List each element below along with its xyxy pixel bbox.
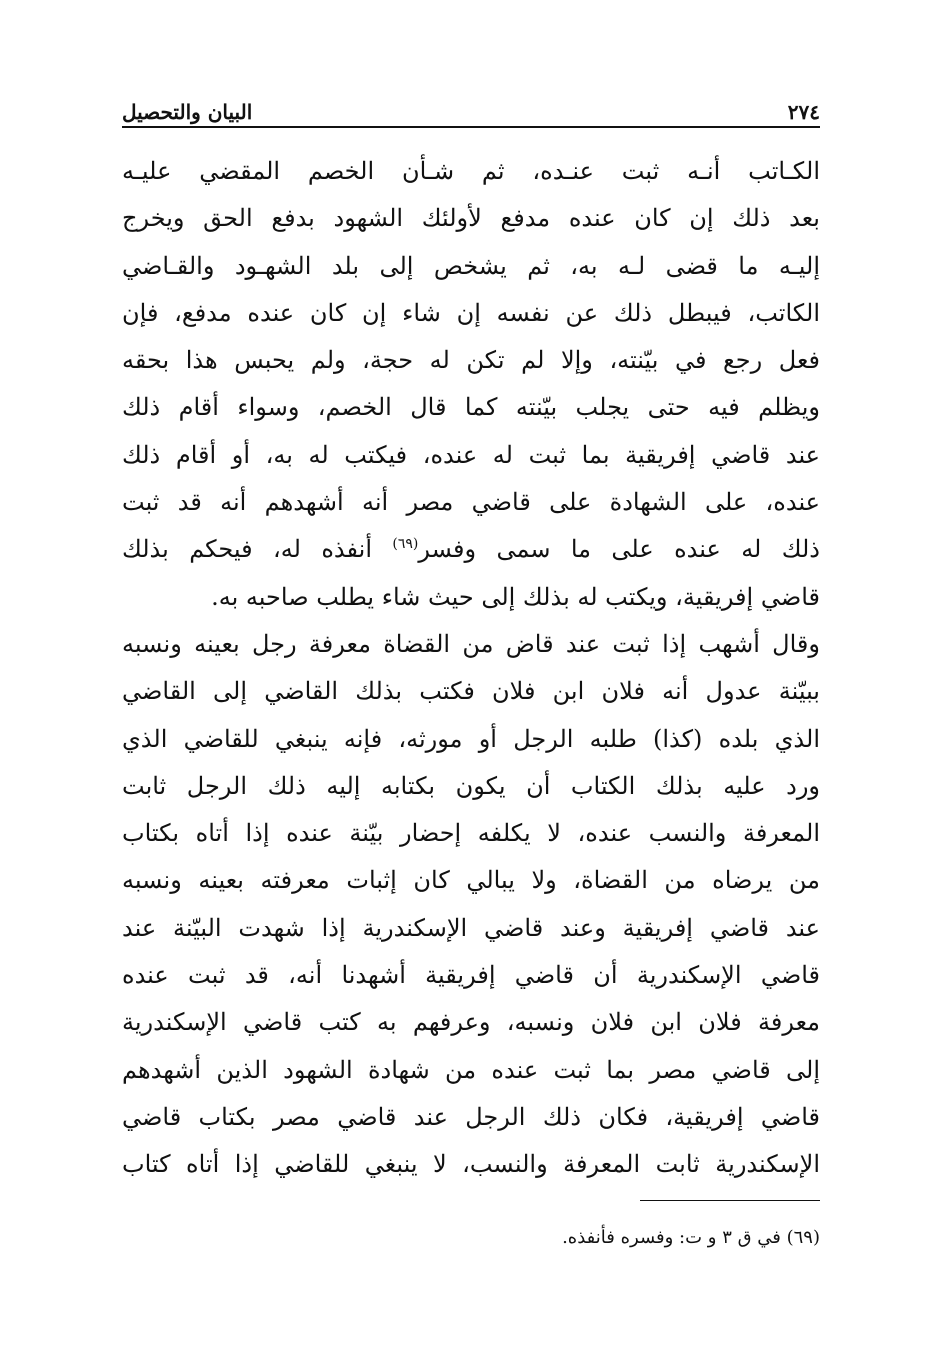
text-line: الكـاتب أنـه ثبت عنـده، ثم شـأن الخصم المقضي عليـه [122, 157, 820, 185]
text-line: الذي بلده (كذا) طلبه الرجل أو مورثه، فإنه ينبغي للقاضي الذي [122, 724, 820, 753]
text-line: بعد ذلك إن كان عنده مدفع لأولئك الشهود بدفع الحق ويخرج [122, 204, 820, 233]
footnote-reference[interactable]: (٦٩) [392, 536, 419, 553]
text-line: عند قاضي إفريقية بما ثبت له عنده، فيكتب له به، أو أقام ذلك [122, 440, 820, 469]
text-line: ويظلم فيه حتى يجلب بيّنته كما قال الخصم، وسواء أقام ذلك [122, 393, 820, 422]
running-head [122, 94, 820, 124]
text-line: الإسكندرية ثابت المعرفة والنسب، لا ينبغي للقاضي إذا أتاه كتاب [122, 1150, 820, 1179]
text-line: ببيّنة عدول أنه فلان ابن فلان فكتب بذلك القاضي إلى القاضي [122, 677, 820, 706]
header-rule [122, 126, 820, 128]
text-line: معرفة فلان ابن فلان ونسبه، وعرفهم به كتب قاضي الإسكندرية [122, 1008, 820, 1037]
text-segment: أنفذه له، فيحكم بذلك [122, 535, 393, 564]
body-text [122, 148, 820, 1189]
text-line: عنده، على الشهادة على قاضي مصر أنه أشهدهم أنه قد ثبت [122, 488, 820, 517]
text-line: من يرضاه من القضاة، ولا يبالي كان إثبات معرفته بعينه ونسبه [122, 866, 820, 895]
footnote-rule [640, 1200, 820, 1201]
text-line: ورد عليه بذلك الكتاب أن يكون بكتابه إليه ذلك الرجل ثابت [122, 771, 820, 800]
text-line: قاضي إفريقية، ويكتب له بذلك إلى حيث شاء يطلب صاحبه به. [211, 582, 820, 611]
text-line: إليـه ما قضى لـه به، ثم يشخص إلى بلد الشهـود والقـاضي [122, 251, 820, 280]
text-line: إلى قاضي مصر بما ثبت عنده من شهادة الشهود الذين أشهدهم [122, 1055, 820, 1084]
footnote: (٦٩) في ق ٣ و ت: وفسره فأنفذه. [562, 1227, 820, 1248]
page-number: ٢٧٤ [787, 100, 820, 124]
text-line: عند قاضي إفريقية وعند قاضي الإسكندرية إذا شهدت البيّنة عند [122, 913, 820, 942]
text-line-with-footnote-ref [122, 526, 820, 573]
text-line: الكاتب، فيبطل ذلك عن نفسه إن شاء إن كان عنده مدفع، فإن [122, 298, 820, 327]
text-line: المعرفة والنسب عنده، لا يكلفه إحضار بيّنة عنده إذا أتاه بكتاب [122, 819, 820, 848]
text-line: قاضي إفريقية، فكان ذلك الرجل عند قاضي مصر بكتاب قاضي [122, 1102, 820, 1131]
text-line: فعل رجع في بيّنته، وإلا لم تكن له حجة، ولم يحبس هذا بحقه [122, 346, 820, 375]
text-line: قاضي الإسكندرية أن قاضي إفريقية أشهدنا أنه، قد ثبت عنده [122, 961, 820, 990]
book-title: البيان والتحصيل [122, 100, 253, 124]
text-line: وقال أشهب إذا ثبت عند قاض من القضاة معرفة رجل بعينه ونسبه [122, 629, 820, 658]
text-segment: ذلك له عنده على ما سمى وفسر [418, 535, 820, 564]
